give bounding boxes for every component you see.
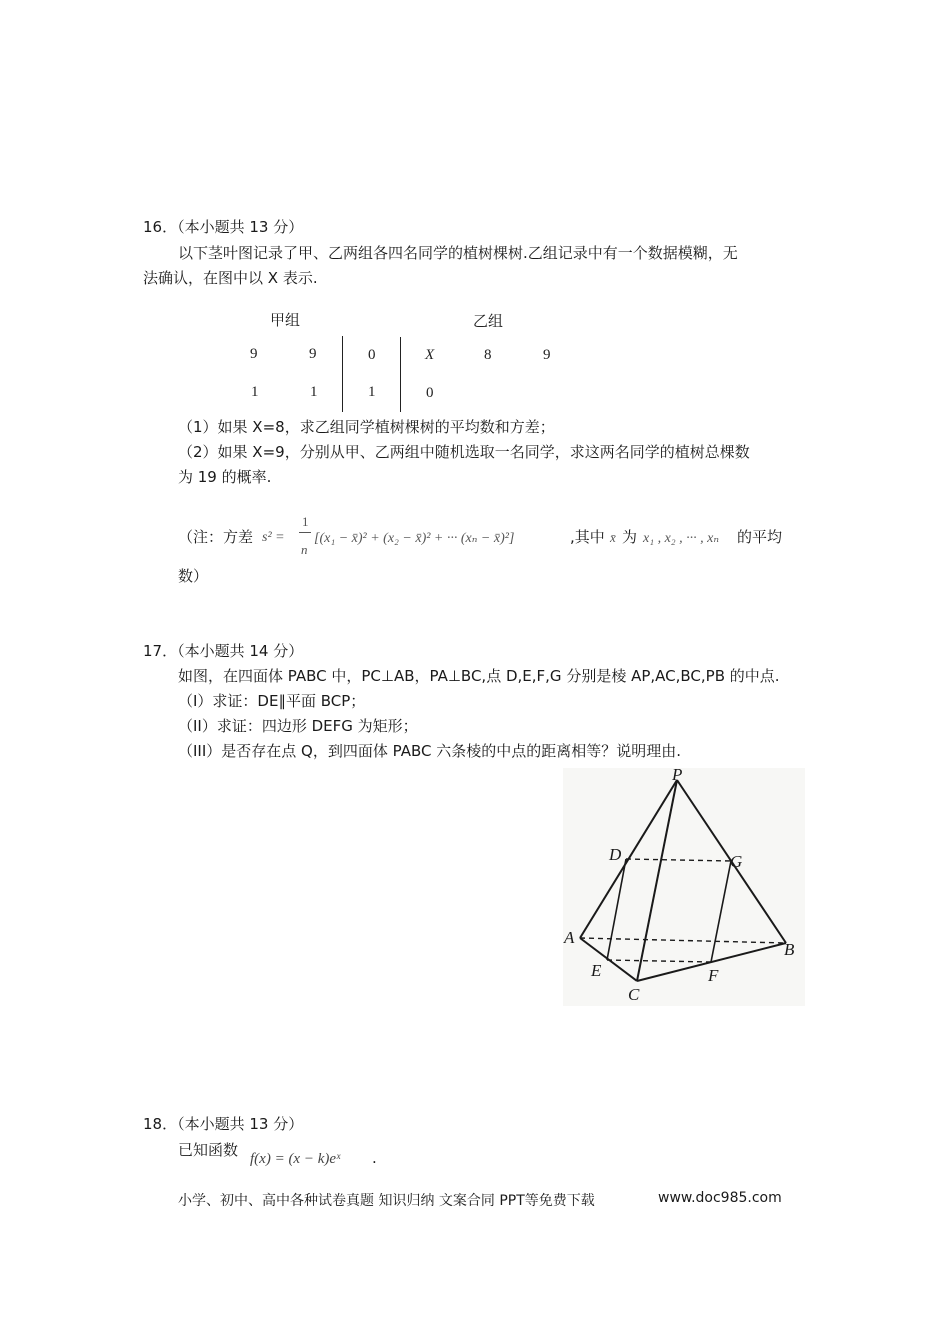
- q17-part3: （III）是否存在点 Q，到四面体 PABC 六条棱的中点的距离相等？说明理由.: [178, 742, 682, 760]
- q18-formula: f(x) = (x − k)eˣ: [250, 1151, 341, 1167]
- right-leaf: 9: [543, 347, 551, 363]
- q16-intro-line2: 法确认，在图中以 X 表示.: [143, 269, 318, 287]
- q18-header: 18．（本小题共 13 分）: [143, 1115, 304, 1133]
- left-leaf: 9: [250, 346, 258, 362]
- note-mid: ,其中: [570, 528, 605, 546]
- stem-value: 0: [368, 347, 376, 363]
- q16-part2-line2: 为 19 的概率.: [178, 468, 272, 486]
- fraction-bar: [299, 532, 311, 533]
- footer-url[interactable]: www.doc985.com: [658, 1190, 782, 1206]
- sample-list: x₁ , x₂ , ··· , xₙ: [643, 531, 720, 546]
- fraction-denominator: n: [301, 542, 308, 557]
- q18-intro: 已知函数: [178, 1141, 239, 1159]
- q16-header: 16．（本小题共 13 分）: [143, 218, 304, 236]
- q17-header: 17．（本小题共 14 分）: [143, 642, 304, 660]
- right-leaf: 0: [426, 385, 434, 401]
- q16-part1: （1）如果 X=8，求乙组同学植树棵树的平均数和方差；: [178, 418, 555, 436]
- label-P: P: [672, 765, 683, 784]
- right-leaf: X: [425, 347, 435, 363]
- mean-symbol: x̄: [610, 530, 616, 545]
- q17-part2: （II）求证：四边形 DEFG 为矩形；: [178, 717, 418, 735]
- note-suffix: 的平均: [737, 528, 783, 546]
- footer-text: 小学、初中、高中各种试卷真题 知识归纳 文案合同 PPT等免费下载: [178, 1193, 595, 1209]
- label-F: F: [708, 966, 719, 985]
- q16-part2-line1: （2）如果 X=9，分别从甲、乙两组中随机选取一名同学，求这两名同学的植树总棵数: [178, 443, 750, 461]
- right-group-title: 乙组: [473, 314, 504, 330]
- left-leaf: 1: [251, 384, 259, 400]
- stem-divider-right: [400, 337, 401, 412]
- q17-intro: 如图，在四面体 PABC 中，PC⊥AB，PA⊥BC,点 D,E,F,G 分别是棱 AP,AC,BC,PB 的中点.: [178, 667, 780, 685]
- note-end: 数）: [178, 567, 209, 585]
- label-G: G: [730, 852, 743, 871]
- left-group-title: 甲组: [270, 313, 301, 329]
- stem-value: 1: [368, 384, 376, 400]
- q18-formula-end: .: [372, 1149, 377, 1167]
- q16-intro-line1: 以下茎叶图记录了甲、乙两组各四名同学的植树棵树.乙组记录中有一个数据模糊，无: [178, 244, 738, 262]
- note-prefix: （注：方差: [178, 528, 254, 546]
- variance-lhs: s² =: [262, 530, 285, 545]
- left-leaf: 1: [310, 384, 318, 400]
- note-wei: 为: [622, 528, 638, 546]
- label-E: E: [591, 961, 602, 980]
- variance-body: [(x₁ − x̄)² + (x₂ − x̄)² + ··· (xₙ − x̄)²]: [314, 531, 515, 546]
- fraction-numerator: 1: [302, 514, 309, 529]
- label-C: C: [628, 985, 640, 1004]
- q17-part1: （I）求证：DE∥平面 BCP；: [178, 692, 366, 710]
- right-leaf: 8: [484, 347, 492, 363]
- label-D: D: [609, 845, 622, 864]
- label-B: B: [784, 940, 795, 959]
- left-leaf: 9: [309, 346, 317, 362]
- label-A: A: [564, 928, 575, 947]
- stem-divider-left: [342, 336, 343, 412]
- tetrahedron-figure: [560, 763, 810, 1008]
